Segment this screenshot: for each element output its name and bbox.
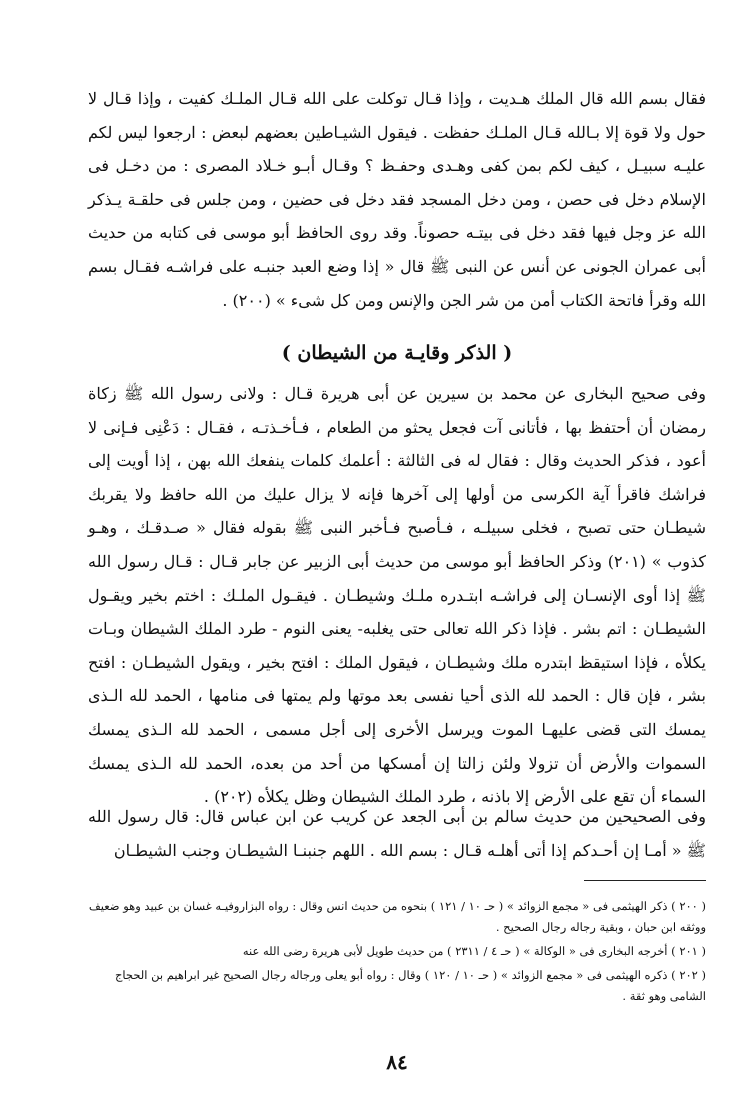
footnotes [88, 896, 706, 1010]
body-paragraph-1: فقال بسم الله قال الملك هـديت ، وإذا قـال توكلت على الله قـال الملـك كفيت ، وإذا قـال لا حول ولا قوة إلا بـالله قـال الملـك حفظت . فيقول الشيـاطين بعضهم لبعض : ارجعوا ليس لكم عليـه سبيـل ، كيف لكم بمن كفى وهـدى وحفـظ ؟ وقـال أبـو خـلاد المصرى : من دخـل فى الإسلام دخل فى حصن ، ومن دخل المسجد فقد دخل فى حضين ، ومن جلس فى حلقـة يـذكر الله عز وجل فيها فقد دخل فى بيتـه حصوناً. وقد روى الحافظ أبو موسى فى كتابه من حديث أبى عمران الجونى عن أنس عن النبى ﷺ قال « إذا وضع العبد جنبـه على فراشـه فقـال بسم الله وقرأ فاتحة الكتاب أمن من شر الجن والإنس ومن كل شىء » (٢٠٠) . [88, 89, 706, 310]
footnote-202: ( ٢٠٢ ) ذكره الهيثمى فى « مجمع الزوائد » ( حـ ١٠ / ١٢٠ ) وقال : رواه أبو يعلى ورجاله رجال الصحيح غير ابراهيم بن الحجاج الشامى وهو ثقة . [115, 968, 706, 1003]
footnote-200: ( ٢٠٠ ) ذكر الهيثمى فى « مجمع الزوائد » ( حـ ١٠ / ١٢١ ) بنحوه من حديث انس وقال : رواه البزاروفيـه غسان بن عبيد وهو ضعيف ووثقه ابن حبان ، وبقية رجاله رجال الصحيح . [88, 899, 706, 934]
footnote-divider [584, 880, 706, 881]
body-paragraph-3: وفى الصحيحين من حديث سالم بن أبى الجعد عن كريب عن ابن عباس قال: قال رسول الله ﷺ « أمـا إن أحـدكم إذا أتى أهلـه قـال : بسم الله . اللهم جنبنـا الشيطـان وجنب الشيطـان [88, 807, 706, 860]
body-paragraph-2: وفى صحيح البخارى عن محمد بن سيرين عن أبى هريرة قـال : ولانى رسول الله ﷺ زكاة رمضان أن أحتفظ بها ، فأتانى آت فجعل يحثو من الطعام ، فـأخـذتـه ، فقـال : دَعْنِى فـإنى لا أعود ، فذكر الحديث وقال : فقال له فى الثالثة : أعلمك كلمات ينفعك الله بهن ، إذا أويت إلى فراشك فاقرأ آية الكرسى من أولها إلى آخرها فإنه لا يزال عليك من الله حافظ ولا يقربك شيطـان حتى تصبح ، فخلى سبيلـه ، فـأصبح فـأخبر النبى ﷺ بقوله فقال « صـدقـك ، وهـو كذوب » (٢٠١) وذكر الحافظ أبو موسى من حديث أبى الزبير عن جابر قـال : قـال رسول الله ﷺ إذا أوى الإنسـان إلى فراشـه ابتـدره ملـك وشيطـان . فيقـول الملـك : اختم بخير ويقـول الشيطـان : اتم بشر . فإذا ذكر الله تعالى حتى يغلبه- يعنى النوم - طرد الملك الشيطان وبـات يكلأه ، فإذا استيقظ ابتدره ملك وشيطـان ، فيقول الملك : افتح بخير ، ويقول الشيطـان : افتح بشر ، فإن قال : الحمد لله الذى أحيا نفسى بعد موتها ولم يمتها فى منامها ، الحمد لله الـذى يمسك التى قضى عليهـا الموت ويرسل الأخرى إلى أجل مسمى ، الحمد لله الـذى يمسك السموات والأرض أن تزولا ولئن زالتا إن أمسكها من أحد من بعده، الحمد لله الـذى يمسك السماء أن تقع على الأرض إلا باذنه ، طرد الملك الشيطان وظل يكلأه (٢٠٢) . [88, 384, 706, 807]
section-heading: ( الذكر وقايـة من الشيطان ) [281, 342, 513, 364]
footnote-201: ( ٢٠١ ) أخرجه البخارى فى « الوكالة » ( حـ ٤ / ٢٣١١ ) من حديث طويل لأبى هريرة رضى الله عنه [242, 944, 706, 958]
page-number: ٨٤ [386, 1050, 408, 1074]
